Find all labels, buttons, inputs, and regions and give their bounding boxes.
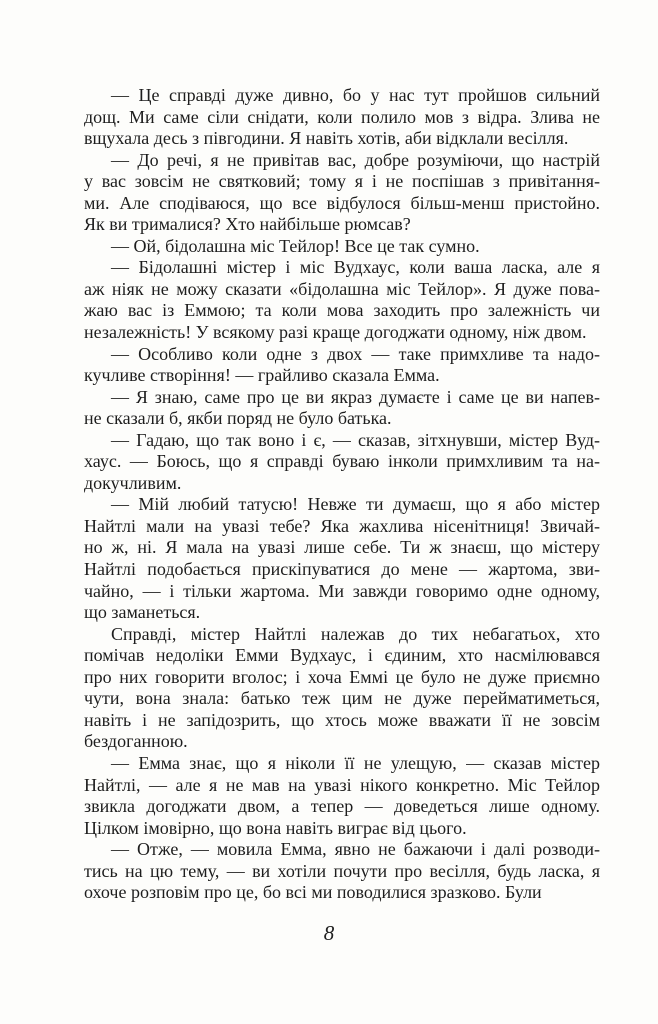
page-number: 8	[323, 921, 335, 945]
text-line: помічав недоліки Емми Вудхаус, і єдиним, хто насмілювався	[84, 645, 600, 666]
text-line: Найтлі мали на увазі тебе? Яка жахлива нісенітниця! Звичай-	[84, 515, 600, 536]
text-line: звикла догоджати двом, а тепер — доведеться лише одному.	[84, 796, 600, 817]
text-line: вщухала десь з півгодини. Я навіть хотів, аби відклали весілля.	[84, 128, 569, 149]
text-line: Як ви трималися? Хто найбільше рюмсав?	[84, 214, 411, 235]
paragraph	[84, 753, 600, 839]
text-line: дощ. Ми саме сіли снідати, коли полило мов з відра. Злива не	[84, 106, 600, 127]
paragraph	[84, 257, 600, 343]
paragraph	[84, 236, 600, 258]
text-line: хаус. — Боюсь, що я справді буваю інколи примхливим та на-	[84, 451, 600, 472]
text-line: чути, вона знала: батько теж цим не дуже перейматиметься,	[84, 688, 600, 709]
text-line: ми. Але сподіваюся, що все відбулося більш-менш пристойно.	[84, 192, 600, 213]
paragraph	[84, 387, 600, 430]
text-line: Справді, містер Найтлі належав до тих небагатьох, хто	[111, 623, 600, 644]
paragraph	[84, 344, 600, 387]
text-line: аж ніяк не можу сказати «бідолашна міс Тейлор». Я дуже пова-	[84, 278, 600, 299]
text-line: у вас зовсім не святковий; тому я і не поспішав з привітання-	[84, 171, 600, 192]
text-line: кучливе створіння! — грайливо сказала Емма.	[84, 365, 440, 386]
text-line: навіть і не запідозрить, що хтось може вважати її не зовсім	[84, 709, 600, 730]
text-line: докучливим.	[84, 472, 182, 493]
text-line: жаю вас із Еммою; та коли мова заходить про залежність чи	[84, 300, 600, 321]
paragraph	[84, 85, 600, 150]
text-line: бездоганною.	[84, 731, 188, 752]
paragraph	[84, 494, 600, 623]
text-line: чайно, — і тільки жартома. Ми завжди говоримо одне одному,	[84, 580, 600, 601]
text-line: тись на цю тему, — ви хотіли почути про весілля, будь ласка, я	[84, 860, 600, 881]
text-line: Найтлі, — але я не мав на увазі нікого конкретно. Міс Тейлор	[84, 774, 600, 795]
paragraph	[84, 839, 600, 904]
paragraph	[84, 430, 600, 495]
text-line: не сказали б, якби поряд не було батька.	[84, 408, 392, 429]
text-line: — Особливо коли одне з двох — таке примхливе та надо-	[111, 343, 600, 364]
page-text	[84, 85, 600, 904]
text-line: — Це справді дуже дивно, бо у нас тут пройшов сильний	[111, 85, 600, 105]
text-line: — Я знаю, саме про це ви якраз думаєте і саме це ви напев-	[111, 386, 600, 407]
text-line: Цілком імовірно, що вона навіть виграє від цього.	[84, 817, 467, 838]
text-line: Найтлі подобається прискіпуватися до мене — жартома, зви-	[84, 559, 600, 580]
text-line: — Емма знає, що я ніколи її не улещую, — сказав містер	[111, 752, 600, 773]
paragraph	[84, 150, 600, 236]
text-line: — Гадаю, що так воно і є, — сказав, зітхнувши, містер Вуд-	[111, 429, 600, 450]
text-line: — Бідолашні містер і міс Вудхаус, коли ваша ласка, але я	[111, 257, 600, 278]
text-line: — До речі, я не привітав вас, добре розуміючи, що настрій	[111, 149, 600, 170]
text-line: но ж, ні. Я мала на увазі лише себе. Ти ж знаєш, що містеру	[84, 537, 600, 558]
text-line: про них говорити вголос; і хоча Еммі це було не дуже приємно	[84, 666, 600, 687]
paragraph	[84, 624, 600, 753]
text-line: — Отже, — мовила Емма, явно не бажаючи і далі розводи-	[111, 839, 600, 860]
text-line: охоче розповім про це, бо всі ми поводилися зразково. Були	[84, 882, 542, 903]
text-line: — Ой, бідолашна міс Тейлор! Все це так сумно.	[111, 235, 480, 256]
text-line: — Мій любий татусю! Невже ти думаєш, що я або містер	[111, 494, 600, 515]
text-line: незалежність! У всякому разі краще догоджати одному, ніж двом.	[84, 322, 587, 343]
text-line: що заманеться.	[84, 602, 201, 623]
